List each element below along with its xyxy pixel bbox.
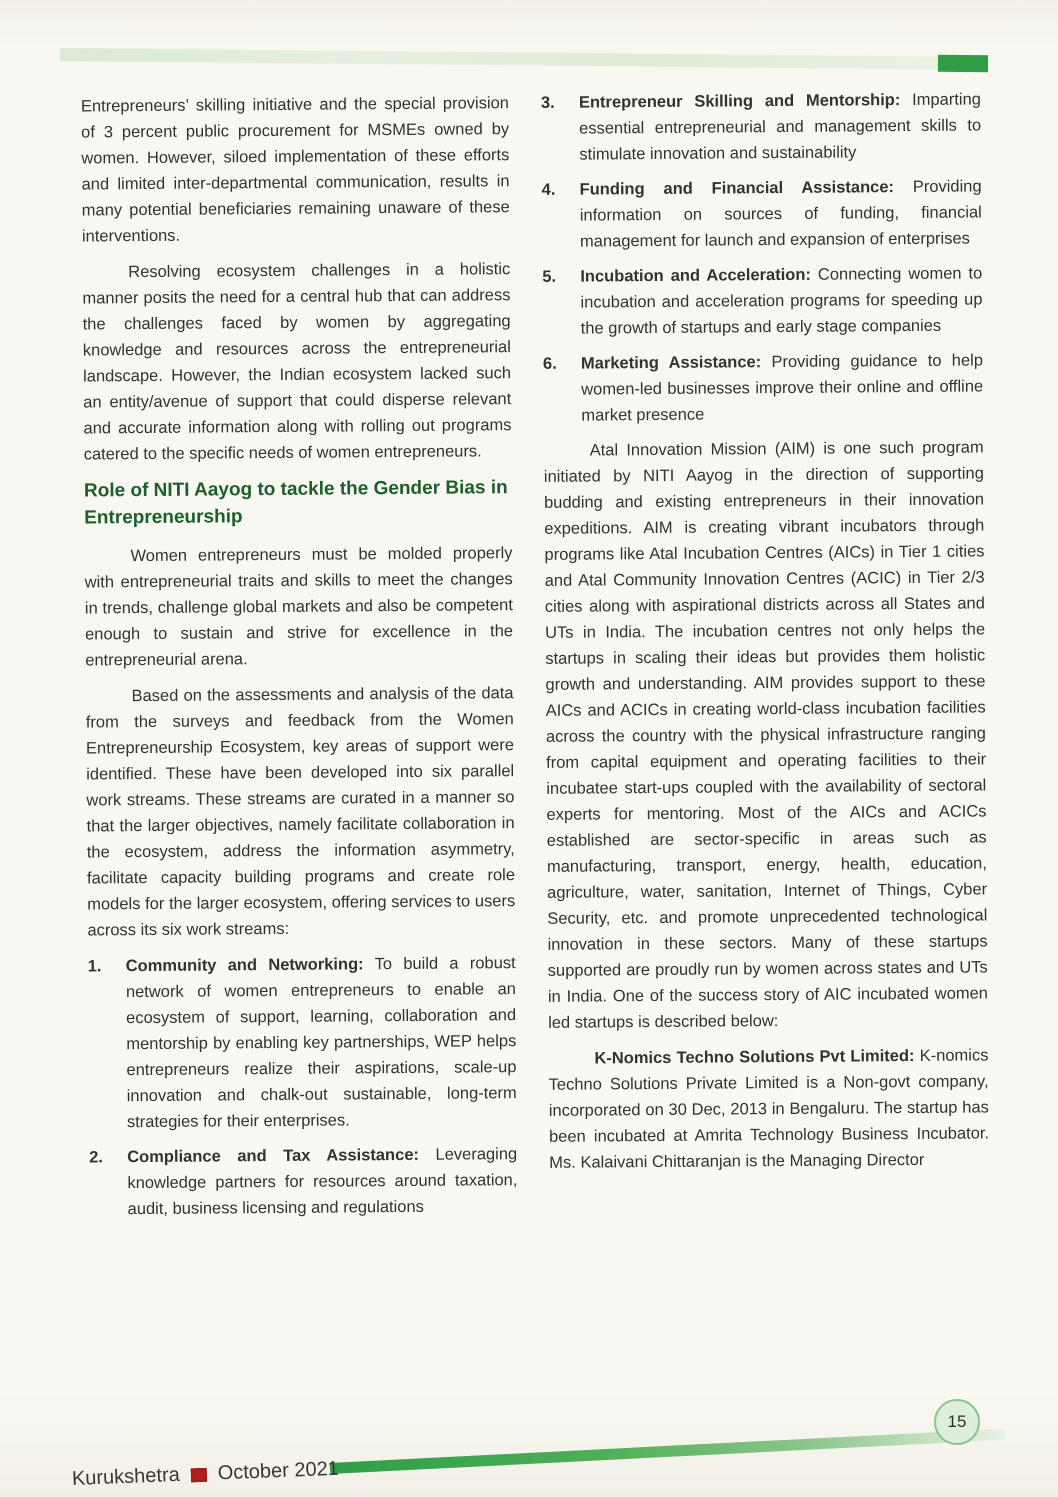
list-item-number: 6. [542,354,557,373]
list-item-body [127,1141,518,1222]
list-item-text: Connecting women to incubation and acceleration programs for speeding up the growth of startups and early stage companies [580,264,983,338]
magazine-name: Kurukshetra [71,1463,181,1490]
list-item-text: Providing information on sources of funding, financial management for launch and expansion of enterprises [579,177,982,251]
list-item-text: Providing guidance to help women-led businesses improve their online and offline market presence [581,351,984,425]
page-number-badge [934,1399,980,1445]
list-item-number: 5. [542,267,557,286]
list-item-number: 1. [87,957,102,976]
list-item-number: 3. [540,93,555,112]
list-item-lead: Entrepreneur Skilling and Mentorship: [578,91,901,112]
left-column [81,90,518,1231]
work-streams-list-left [88,950,518,1222]
paragraph: Resolving ecosystem challenges in a holistic manner posits the need for a central hub that can address the challenges faced by women by aggregating knowledge and resources across the entrepreneurial landscape. However, the Indian ecosystem lacked such an entity/avenue of support that could disperse relevant and accurate information along with rolling out programs catered to the specific needs of women entrepreneurs. [82,260,512,464]
list-item [543,347,984,428]
list-item [88,950,517,1135]
list-item-lead: Marketing Assistance: [580,353,762,373]
list-item-number: 4. [541,180,556,199]
section-heading: Role of NITI Aayog to tackle the Gender Bias in Entrepreneurship [83,477,508,529]
list-item-lead: Compliance and Tax Assistance: [127,1145,420,1167]
issue-date: October 2021 [217,1457,340,1485]
paragraph: Entrepreneurs’ skilling initiative and the special provision of 3 percent public procurement for MSMEs owned by women. However, siloed implementation of these efforts and limited inter-departmental communication, results in many potential beneficiaries remaining unaware of these interventions. [80,94,510,246]
list-item [542,173,983,254]
list-item-number: 2. [89,1148,104,1167]
list-item [541,86,982,167]
right-column [541,86,990,1185]
list-item-body [580,260,983,341]
list-item-body [126,950,517,1135]
paragraph-text: K-nomics Techno Solutions Private Limited is a Non-govt company, incorporated on 30 Dec, 2013 in Bengaluru. The startup has been incubated at Amrita Technology Business Incubator. Ms. Kalaivani Chittaranjan is the Managing Director [548,1046,990,1172]
paragraph-lead: K-Nomics Techno Solutions Pvt Limited: [594,1046,915,1068]
list-item-text: Leveraging knowledge partners for resources around taxation, audit, business licensing and regulations [127,1145,518,1219]
work-streams-list-right [541,86,984,428]
list-item-body [579,86,982,167]
paragraph: Women entrepreneurs must be molded properly with entrepreneurial traits and skills to meet the changes in trends, challenge global markets and also be competent enough to sustain and strive for excellence in the entrepreneurial arena. [84,544,514,670]
list-item-lead: Incubation and Acceleration: [580,265,811,286]
page-number: 15 [947,1412,967,1431]
list-item-text: Imparting essential entrepreneurial and management skills to stimulate innovation and sustainability [579,90,982,164]
paragraph: Based on the assessments and analysis of the data from the surveys and feedback from the Women Entrepreneurship Ecosystem, key areas of support were identified. These have been developed into six parallel work streams. These streams are curated in a manner so that the larger objectives, namely facilitate collaboration in the ecosystem, address the information asymmetry, facilitate capacity building programs and create role models for the larger ecosystem, offering services to users across its six work streams: [85,684,516,940]
list-item-body [580,173,983,254]
list-item-lead: Community and Networking: [125,955,364,976]
list-item-body [581,347,984,428]
paragraph [548,1042,989,1175]
list-item-lead: Funding and Financial Assistance: [579,178,895,199]
magazine-logo-icon [190,1467,207,1482]
list-item [89,1141,518,1222]
list-item-text: To build a robust network of women entrepreneurs to enable an ecosystem of support, learning, collaboration and mentorship by enabling key partnerships, WEP helps entrepreneurs realize their aspirations, scale-up innovation and chalk-out sustainable, long-term strategies for their enterprises. [125,954,517,1132]
paragraph: Atal Innovation Mission (AIM) is one such program initiated by NITI Aayog in the direction of supporting budding and existing entrepreneurs in their innovation expeditions. AIM is creating vibrant incubators through programs like Atal Incubation Centres (AICs) in Tier 1 cities and Atal Community Innovation Centres (ACIC) in Tier 2/3 cities along with aspirational districts across all States and UTs in India. The incubation centres not only helps the startups in scaling their ideas but provides them holistic growth and understanding. AIM provides support to these AICs and ACICs in creating world-class incubation facilities across the country with the physical infrastructure ranging from capital equipment and operating facilities to their incubatee start-ups coupled with the availability of sectoral experts for mentoring. Most of the AICs and ACICs established are sector-specific in areas such as manufacturing, transport, energy, health, education, agriculture, water, sanitation, Internet of Things, Cyber Security, etc. and promote unprecedented technological innovation in these sectors. Many of these startups supported are proudly run by women across states and UTs in India. One of the success story of AIC incubated women led startups is described below: [543,438,989,1032]
list-item [542,260,983,341]
